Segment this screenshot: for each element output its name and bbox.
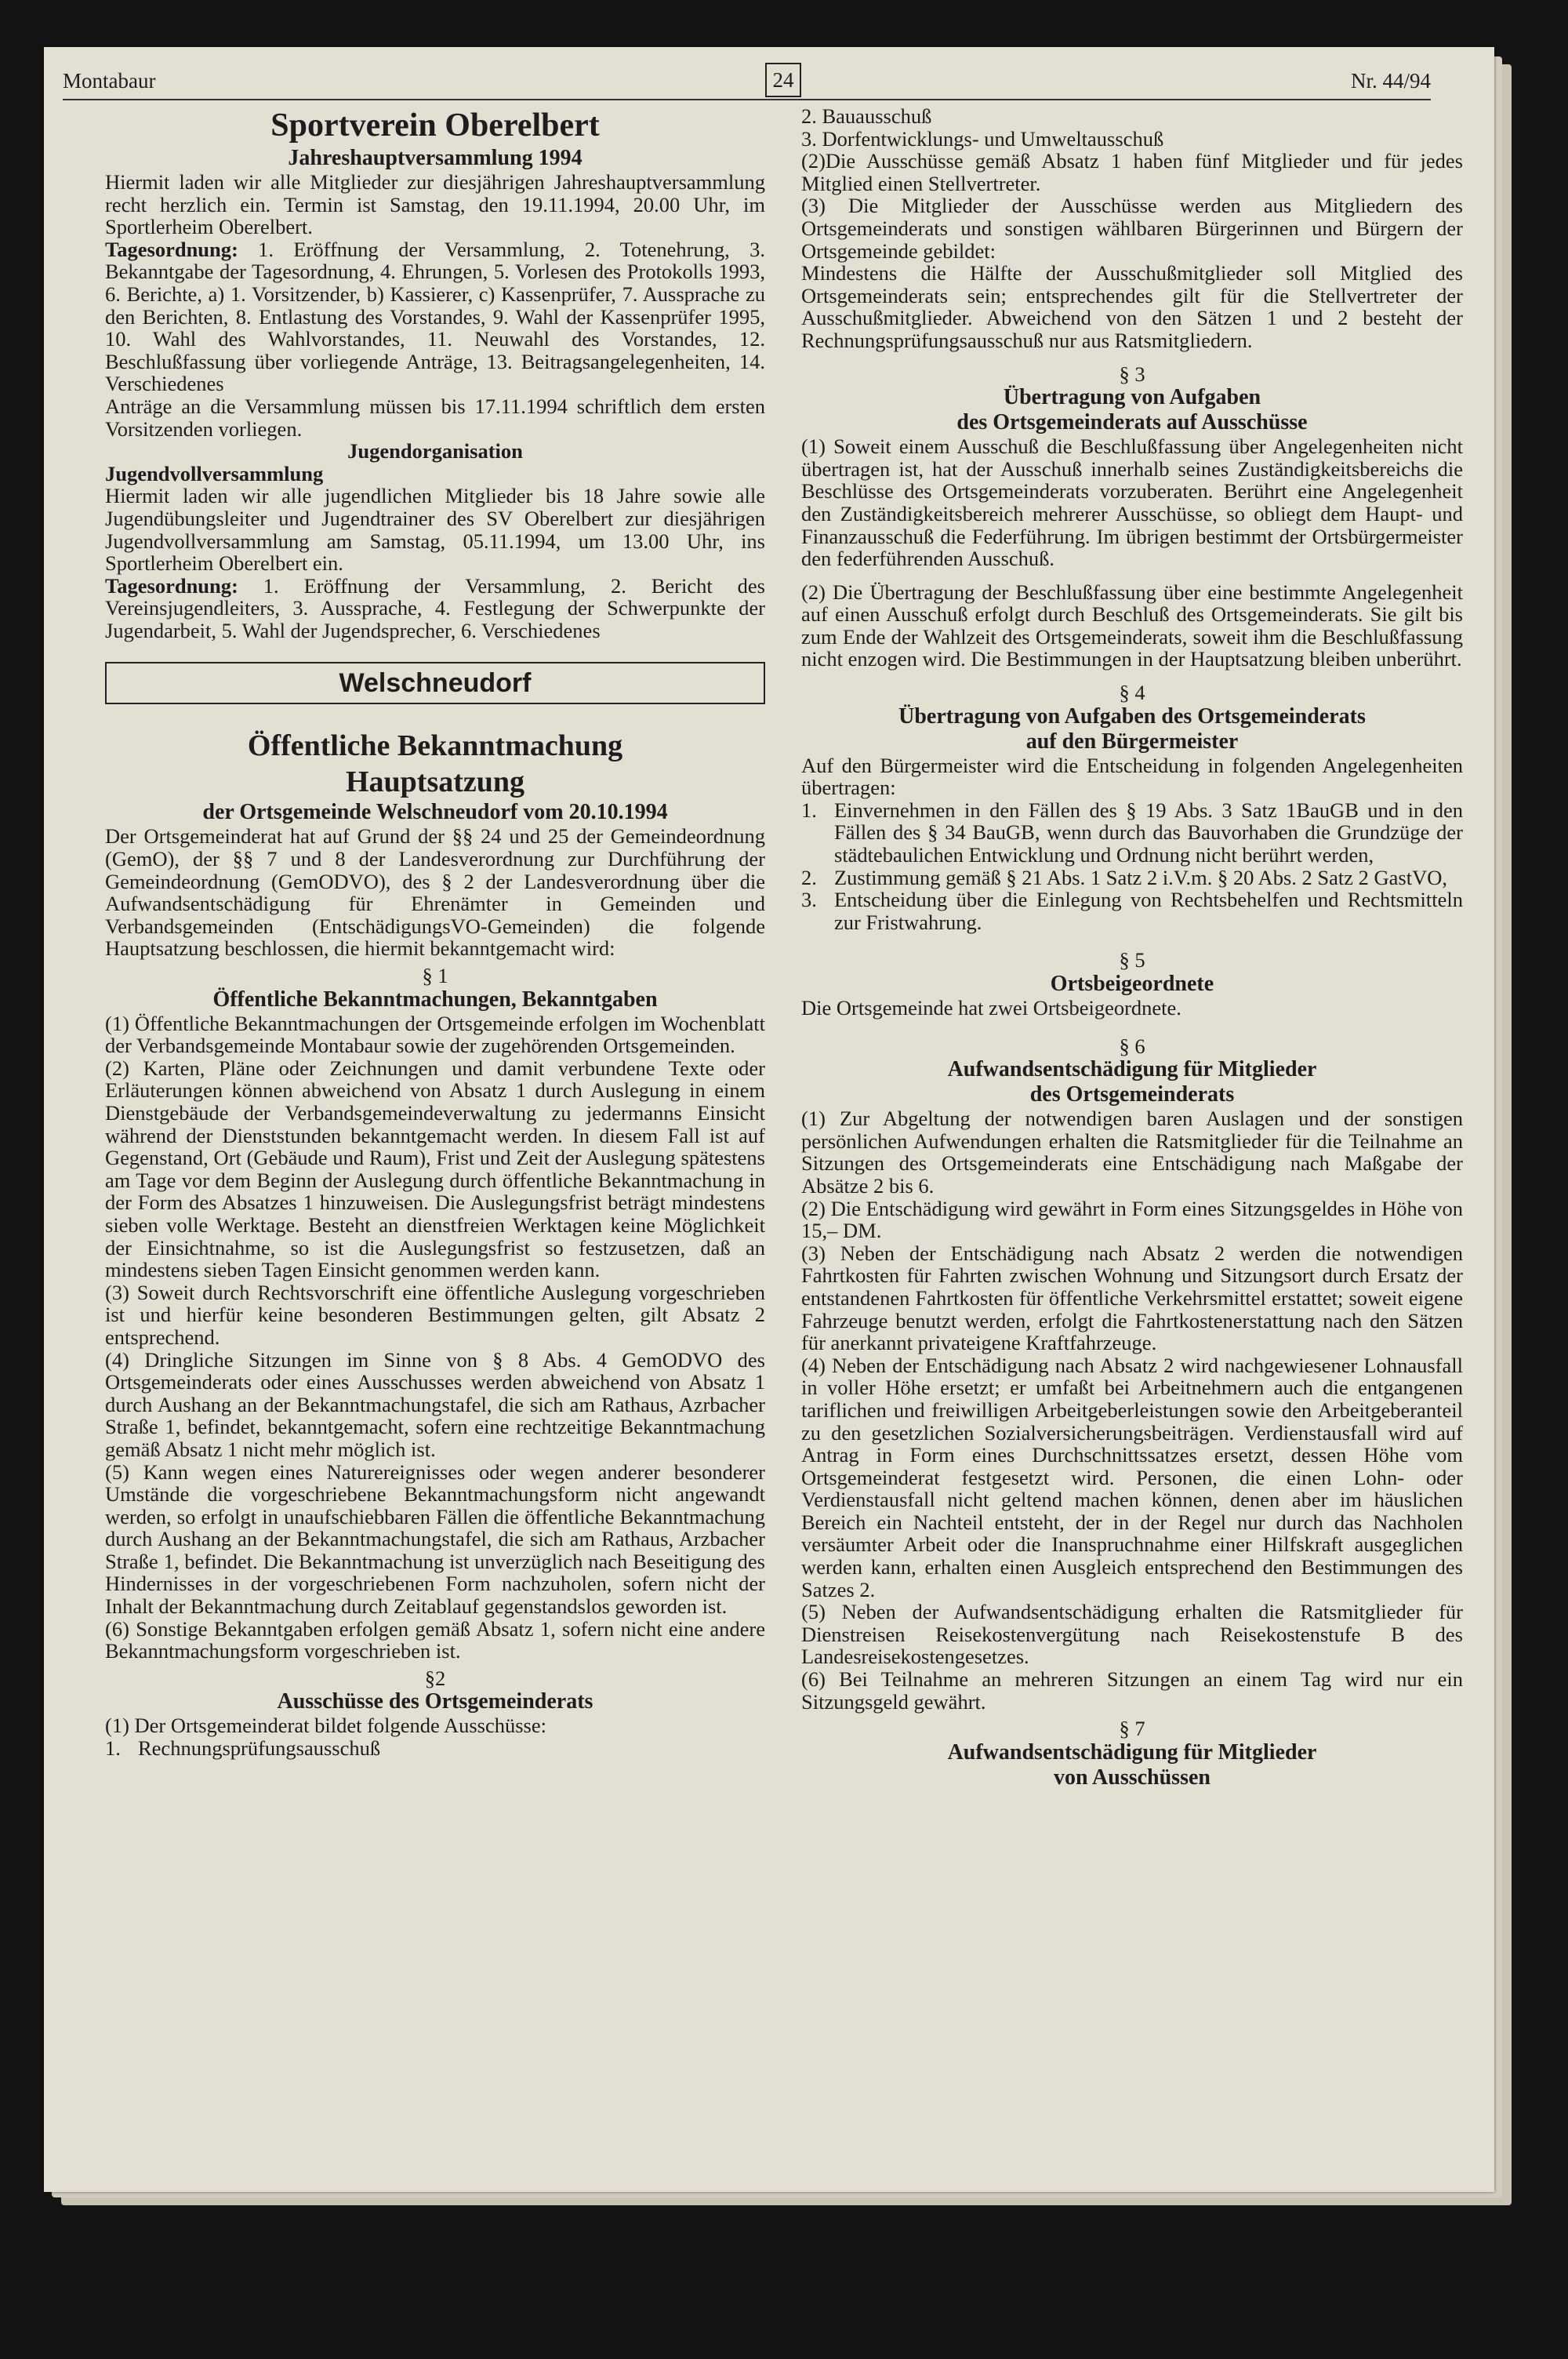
paragraph-6-title-1: Aufwandsentschädigung für Mitglieder: [947, 1057, 1317, 1082]
paragraph-5-title: Ortsbeigeordnete: [1050, 972, 1214, 996]
list-item-text: Entscheidung über die Einlegung von Rechtsbehelfen und Rechtsmitteln zur Fristwahrung.: [834, 888, 1463, 934]
list-item-text: Einvernehmen in den Fällen des § 19 Abs. 3 Satz 1BauGB und in den Fällen des § 34 BauGB, wenn durch das Bauvorhaben die Grundzüge der städtebaulichen Entwicklung und Ordnung nicht berührt werden,: [834, 798, 1463, 867]
list-item: [801, 889, 1463, 933]
paragraph-3-title-2: des Ortsgemeinderats auf Ausschüsse: [956, 410, 1308, 435]
p6-abs6: (6) Bei Teilnahme an mehreren Sitzungen an einem Tag wird nur ein Sitzungsgeld gewährt.: [801, 1667, 1463, 1714]
paragraph-1-number: § 1: [422, 964, 448, 988]
paragraph-4-number: § 4: [1119, 681, 1145, 705]
p6-abs4: (4) Neben der Entschädigung nach Absatz 2 wird nachgewiesener Lohnausfall in voller Höhe ersetzt; er umfaßt bei Arbeitnehmern auch die entgangenen tariflichen und freiwilligen Arbeitgeberleistungen sowie den Arbeitgeberanteil zu den gesetzlichen Sozialversicherungsbeiträgen. Verdienstausfall wird auf Antrag in Form eines Durchschnittssatzes ersetzt, dessen Höhe vom Ortsgemeinderat festgesetzt wird. Personen, die einen Lohn- oder Verdienstausfall nicht geltend machen können, denen aber im häuslichen Bereich ein Nachteil entsteht, der in der Regel nur durch das Nachholen versäumter Arbeit oder die Inanspruchnahme einer Hilfskraft ausgeglichen werden kann, erhalten einen Ausgleich entsprechend den Bestimmungen des Satzes 2.: [801, 1353, 1463, 1601]
list-item-number: 1.: [105, 1736, 121, 1761]
header-place: Montabaur: [63, 69, 156, 93]
p3-abs2: (2) Die Übertragung der Beschlußfassung über eine bestimmte Angelegenheit auf einen Ausschuß erfolgt durch Beschluß des Ortsgemeinderats. Sie gilt bis zum Ende der Wahlzeit des Ortsgemeinderats, soweit ihm die Beschlußfassung nicht enzogen wird. Die Bestimmungen in der Hauptsatzung bleiben unberührt.: [801, 580, 1463, 671]
sportverein-subtitle: Jahreshauptversammlung 1994: [288, 146, 583, 170]
paragraph-3-number: § 3: [1119, 362, 1145, 386]
section-heading-welschneudorf: Welschneudorf: [105, 662, 765, 704]
jugend-agenda: [105, 575, 765, 642]
p4-intro: Auf den Bürgermeister wird die Entscheidung in folgenden Angelegenheiten übertragen:: [801, 753, 1463, 800]
paragraph-2-title: Ausschüsse des Ortsgemeinderats: [277, 1689, 593, 1714]
paragraph-5-number: § 5: [1119, 948, 1145, 972]
jugend-agenda-text: 1. Eröffnung der Versammlung, 2. Bericht des Vereinsjugendleiters, 3. Aussprache, 4. Festlegung der Schwerpunkte der Jugendarbeit, 5. Wahl der Jugendsprecher, 6. Verschiedenes: [105, 573, 765, 642]
jugend-agenda-label: Tagesordnung:: [105, 573, 238, 598]
paragraph-6-title-2: des Ortsgemeinderats: [1029, 1082, 1235, 1107]
bekanntmachung-title: Öffentliche Bekanntmachung: [247, 729, 623, 763]
page-header: [63, 69, 1431, 96]
agenda-label: Tagesordnung:: [105, 237, 238, 261]
sportverein-deadline: Anträge an die Versammlung müssen bis 17.11.1994 schriftlich dem ersten Vorsitzenden vorliegen.: [105, 394, 765, 441]
paragraph-1-title: Öffentliche Bekanntmachungen, Bekanntgaben: [212, 987, 658, 1012]
p3-abs1: (1) Soweit einem Ausschuß die Beschlußfassung über Angelegenheiten nicht übertragen ist, hat der Ausschuß innerhalb seines Zuständigkeitsbereichs die Beschlüsse des Ortsgemeinderats vorzuberaten. Berührt eine Angelegenheit den Zuständigkeitsbereich mehrerer Ausschüsse, so obliegt dem Haupt- und Finanzausschuß die Federführung. Im übrigen bestimmt der Ortsbürgermeister den federführenden Ausschuß.: [801, 434, 1463, 571]
p2-abs2: (2)Die Ausschüsse gemäß Absatz 1 haben fünf Mitglieder und für jedes Mitglied einen Stellvertreter.: [801, 149, 1463, 195]
p2-item-2: 2. Bauausschuß: [801, 104, 932, 128]
hauptsatzung-subtitle: der Ortsgemeinde Welschneudorf vom 20.10.1994: [202, 800, 668, 825]
p1-abs2: (2) Karten, Pläne oder Zeichnungen und damit verbundene Texte oder Erläuterungen können abweichend von Absatz 1 durch Auslegung in einem Dienstgebäude der Verbandsgemeindeverwaltung zu jedermanns Einsicht während der Dienststunden bekanntgemacht werden. In diesem Fall ist auf Gegenstand, Ort (Gebäude und Raum), Frist und Zeit der Auslegung spätestens am Tage vor dem Beginn der Auslegung durch öffentliche Bekanntmachung in der Form des Absatzes 1 hinzuweisen. Die Auslegungsfrist beträgt mindestens sieben volle Werktage. Besteht an dienstfreien Werktagen keine Möglichkeit der Einsichtnahme, so ist die Auslegungsfrist so festzusetzen, daß an mindestens sieben Tagen Einsicht genommen werden kann.: [105, 1056, 765, 1282]
paragraph-7-number: § 7: [1119, 1717, 1145, 1741]
jugend-subtitle: Jugendvollversammlung: [105, 461, 324, 485]
jugend-invitation: Hiermit laden wir alle jugendlichen Mitglieder bis 18 Jahre sowie alle Jugendübungsleiter und Jugendtrainer des SV Oberelbert zur diesjährigen Jugendvollversammlung am Samstag, 05.11.1994, um 13.00 Uhr, ins Sportlerheim Oberelbert ein.: [105, 484, 765, 576]
paragraph-7-title-1: Aufwandsentschädigung für Mitglieder: [947, 1739, 1317, 1765]
agenda-text: 1. Eröffnung der Versammlung, 2. Totenehrung, 3. Bekanntgabe der Tagesordnung, 4. Ehrungen, 5. Vorlesen des Protokolls 1993, 6. Berichte, a) 1. Vorsitzender, b) Kassierer, c) Kassenprüfer, 7. Aussprache zu den Berichten, 8. Entlastung des Vorstandes, 9. Wahl der Kassenprüfer 1995, 10. Wahl des Wahlvorstandes, 11. Neuwahl des Vorstandes, 12. Beschlußfassung über vorliegende Anträge, 13. Beitragsangelegenheiten, 14. Verschiedenes: [105, 237, 765, 396]
paragraph-4-title-1: Übertragung von Aufgaben des Ortsgemeinderats: [898, 703, 1366, 729]
p2-abs3-cont: Mindestens die Hälfte der Ausschußmitglieder soll Mitglied des Ortsgemeinderats sein; entsprechendes gilt für die Stellvertreter der Ausschußmitglieder. Abweichend von den Sätzen 1 und 2 besteht der Rechnungsprüfungsausschuß nur aus Ratsmitgliedern.: [801, 261, 1463, 352]
p1-abs4: (4) Dringliche Sitzungen im Sinne von § 8 Abs. 4 GemODVO des Ortsgemeinderats oder eines Ausschusses werden abweichend von Absatz 1 durch Aushang an der Bekanntmachungstafel, die sich am Rathaus, Azrbacher Straße 1, befindet, bekanntgemacht, sofern eine rechtzeitige Bekanntmachung gemäß Absatz 1 nicht mehr möglich ist.: [105, 1347, 765, 1461]
header-rule: [63, 99, 1431, 100]
p6-abs3: (3) Neben der Entschädigung nach Absatz 2 werden die notwendigen Fahrtkosten für Fahrten zwischen Wohnung und Sitzungsort durch Ersatz der entstandenen Fahrtkosten für öffentliche Verkehrsmittel erstattet; soweit eigene Fahrzeuge benutzt werden, erfolgt die Fahrtkostenerstattung nach den Sätzen für anerkannt privateigene Kraftfahrzeuge.: [801, 1241, 1463, 1355]
p1-abs1: (1) Öffentliche Bekanntmachungen der Ortsgemeinde erfolgen im Wochenblatt der Verbandsgemeinde Montabaur sowie der zugehörenden Ortsgemeinden.: [105, 1011, 765, 1058]
paragraph-6-number: § 6: [1119, 1034, 1145, 1058]
p2-abs1: (1) Der Ortsgemeinderat bildet folgende Ausschüsse:: [105, 1714, 546, 1738]
list-item-text: Rechnungsprüfungsausschuß: [138, 1736, 381, 1761]
spacer: [801, 570, 1463, 581]
sportverein-title: Sportverein Oberelbert: [270, 107, 600, 144]
p1-abs3: (3) Soweit durch Rechtsvorschrift eine öffentliche Auslegung vorgeschrieben ist und hierfür keine besonderen Bestimmungen gelten, gilt Absatz 2 entsprechend.: [105, 1280, 765, 1349]
sportverein-invitation: Hiermit laden wir alle Mitglieder zur diesjährigen Jahreshauptversammlung recht herzlich ein. Termin ist Samstag, den 19.11.1994, 20.00 Uhr, im Sportlerheim Oberelbert.: [105, 170, 765, 239]
list-item: [801, 867, 1463, 889]
header-issue: Nr. 44/94: [1350, 69, 1431, 93]
list-item-number: 3.: [801, 888, 817, 912]
list-item: [105, 1737, 765, 1760]
left-column: [105, 105, 765, 1760]
paragraph-3-title-1: Übertragung von Aufgaben: [1003, 385, 1261, 410]
p1-abs6: (6) Sonstige Bekanntgaben erfolgen gemäß Absatz 1, sofern nicht eine andere Bekanntmachungsform vorgeschrieben ist.: [105, 1616, 765, 1663]
p6-abs1: (1) Zur Abgeltung der notwendigen baren Auslagen und der sonstigen persönlichen Aufwendungen erhalten die Ratsmitglieder für die Teilnahme an Sitzungen des Ortsgemeinderats eine Entschädigung nach Maßgabe der Absätze 2 bis 6.: [801, 1107, 1463, 1198]
sportverein-agenda: [105, 238, 765, 395]
list-item-text: Zustimmung gemäß § 21 Abs. 1 Satz 2 i.V.m. § 20 Abs. 2 Satz 2 GastVO,: [834, 865, 1447, 889]
paragraph-4-title-2: auf den Bürgermeister: [1025, 729, 1239, 754]
list-item-number: 1.: [801, 798, 817, 822]
paragraph-2-number: §2: [424, 1666, 446, 1690]
list-item-number: 2.: [801, 865, 817, 889]
list-item: [801, 799, 1463, 867]
p1-abs5: (5) Kann wegen eines Naturereignisses oder wegen anderer besonderer Umstände die vorgeschriebene Bekanntmachungsform nicht angewandt werden, so erfolgt in unaufschiebbaren Fällen die öffentliche Bekanntmachung durch Aushang an der Bekanntmachungstafel, die sich am Rathaus, Arzbacher Straße 1, befindet. Die Bekanntmachung ist unverzüglich nach Beseitigung des Hindernisses in der vorgeschriebenen Form nachzuholen, sofern nicht der Inhalt der Bekanntmachung durch Zeitablauf gegenstandslos geworden ist.: [105, 1459, 765, 1619]
hauptsatzung-title: Hauptsatzung: [345, 765, 525, 799]
right-column: [801, 105, 1463, 1790]
p2-abs3: (3) Die Mitglieder der Ausschüsse werden aus Mitgliedern des Ortsgemeinderats und sonstigen wählbaren Bürgerinnen und Bürgern der Ortsgemeinde gebildet:: [801, 194, 1463, 263]
jugend-title: Jugendorganisation: [347, 439, 523, 463]
hauptsatzung-preamble: Der Ortsgemeinderat hat auf Grund der §§ 24 und 25 der Gemeindeordnung (GemO), der §§ 7 und 8 der Landesverordnung zur Durchführung der Gemeindeordnung (GemODVO), des § 2 der Landesverordnung über die Aufwandsentschädigung für Ehrenämter in Gemeinden und Verbandsgemeinden (EntschädigungsVO-Gemeinden) die folgende Hauptsatzung beschlossen, die hiermit bekanntgemacht wird:: [105, 824, 765, 961]
p6-abs2: (2) Die Entschädigung wird gewährt in Form eines Sitzungsgeldes in Höhe von 15,– DM.: [801, 1196, 1463, 1243]
paragraph-7-title-2: von Ausschüssen: [1054, 1765, 1210, 1790]
page-number: 24: [765, 63, 801, 97]
p2-item-3: 3. Dorfentwicklungs- und Umweltausschuß: [801, 126, 1164, 151]
p6-abs5: (5) Neben der Aufwandsentschädigung erhalten die Ratsmitglieder für Dienstreisen Reisekostenvergütung nach Reisekostenstufe B des Landesreisekostengesetzes.: [801, 1600, 1463, 1669]
p5-text: Die Ortsgemeinde hat zwei Ortsbeigeordnete.: [801, 996, 1181, 1020]
